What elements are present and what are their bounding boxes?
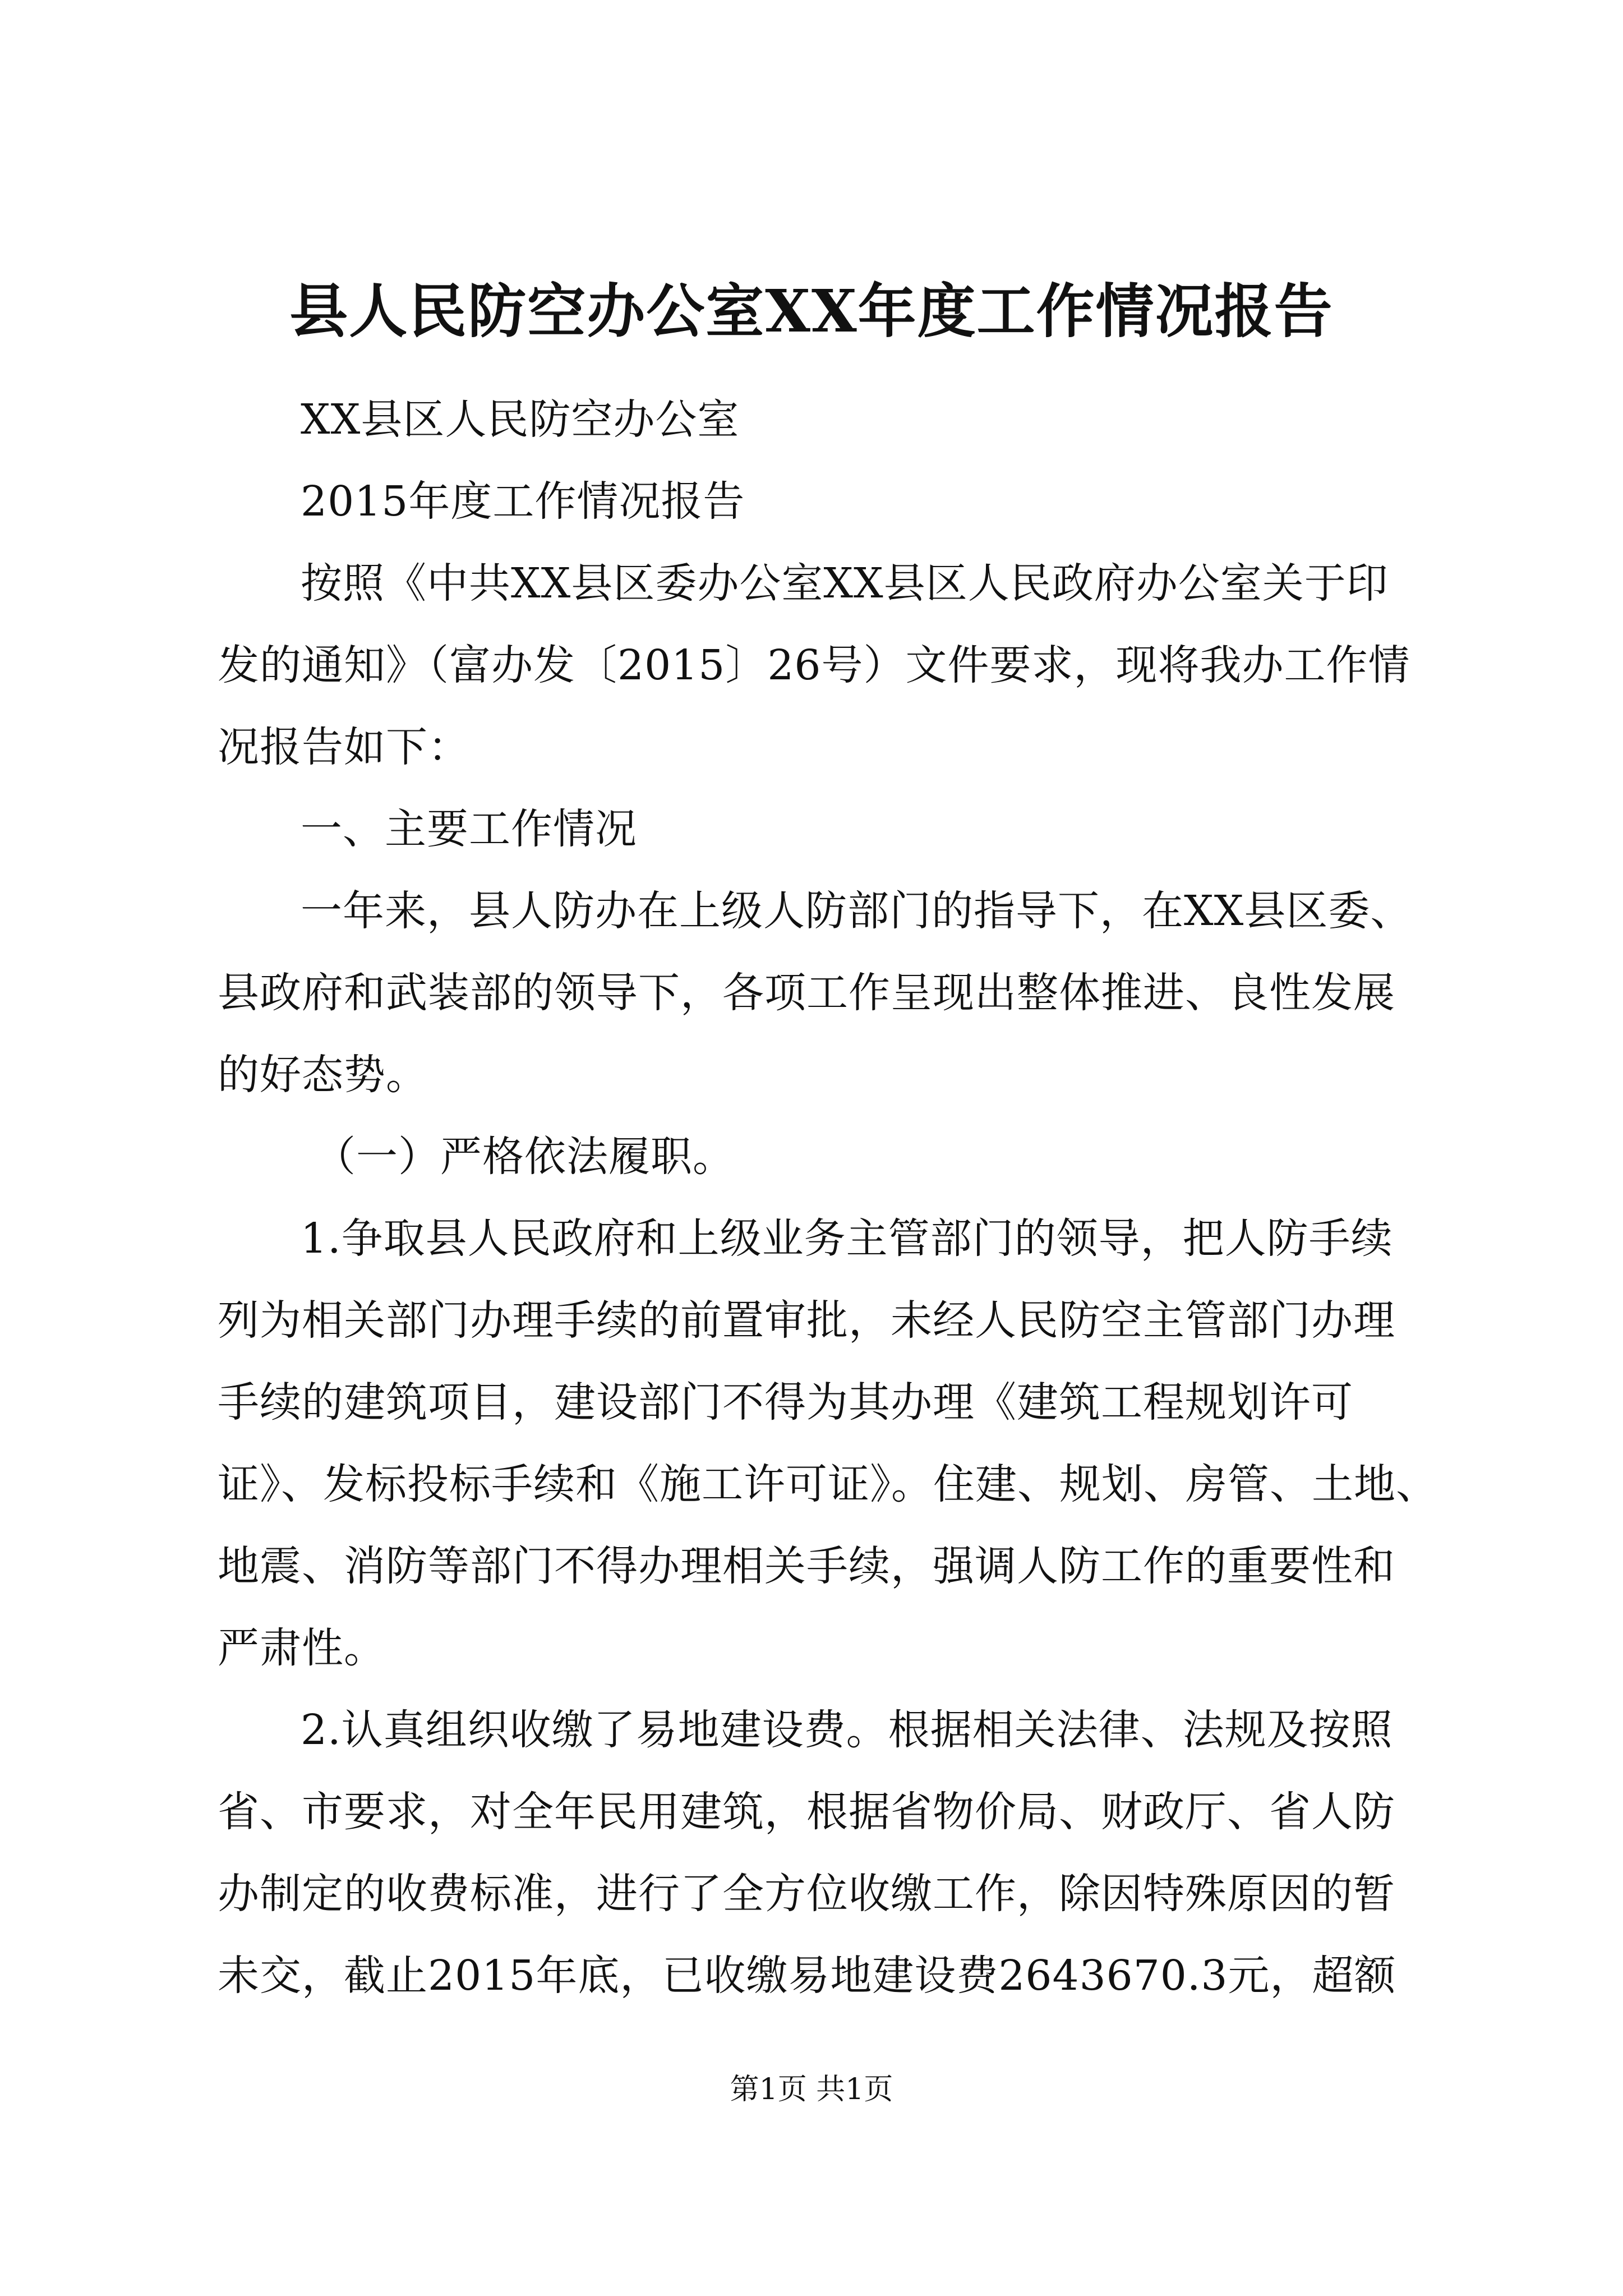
paragraph-line: 发的通知》（富办发〔2015〕26号）文件要求，现将我办工作情 [218,641,1410,689]
paragraph-line: 按照《中共XX县区委办公室XX县区人民政府办公室关于印 [301,559,1389,608]
page-footer: 第1页 共1页 [730,2073,893,2106]
paragraph-line: 办制定的收费标准，进行了全方位收缴工作，除因特殊原因的暂 [218,1870,1395,1918]
paragraph-line: 县政府和武装部的领导下，各项工作呈现出整体推进、良性发展 [218,969,1395,1017]
subsection-heading: （一）严格依法履职。 [314,1133,735,1181]
subtitle-line: 2015年度工作情况报告 [301,477,745,526]
paragraph-line: 1.争取县人民政府和上级业务主管部门的领导，把人防手续 [301,1214,1393,1263]
subtitle-line: XX县区人民防空办公室 [301,395,740,444]
paragraph-line: 一年来，县人防办在上级人防部门的指导下，在XX县区委、 [301,887,1413,935]
paragraph-line: 2.认真组织收缴了易地建设费。根据相关法律、法规及按照 [301,1706,1393,1754]
paragraph-line: 列为相关部门办理手续的前置审批，未经人民防空主管部门办理 [218,1296,1395,1345]
paragraph-line: 省、市要求，对全年民用建筑，根据省物价局、财政厅、省人防 [218,1788,1395,1836]
paragraph-line: 严肃性。 [218,1624,386,1672]
paragraph-line: 未交，截止2015年底，已收缴易地建设费2643670.3元，超额 [218,1952,1396,2000]
paragraph-line: 手续的建筑项目，建设部门不得为其办理《建筑工程规划许可 [218,1378,1353,1427]
paragraph-line: 地震、消防等部门不得办理相关手续，强调人防工作的重要性和 [218,1542,1395,1590]
paragraph-line: 况报告如下： [218,723,470,771]
paragraph-line: 证》、发标投标手续和《施工许可证》。住建、规划、房管、土地、 [218,1460,1438,1508]
document-body [218,379,1438,2017]
section-heading: 一、主要工作情况 [301,805,637,853]
paragraph-line: 的好态势。 [218,1051,428,1099]
document-title: 县人民防空办公室XX年度工作情况报告 [289,277,1334,346]
